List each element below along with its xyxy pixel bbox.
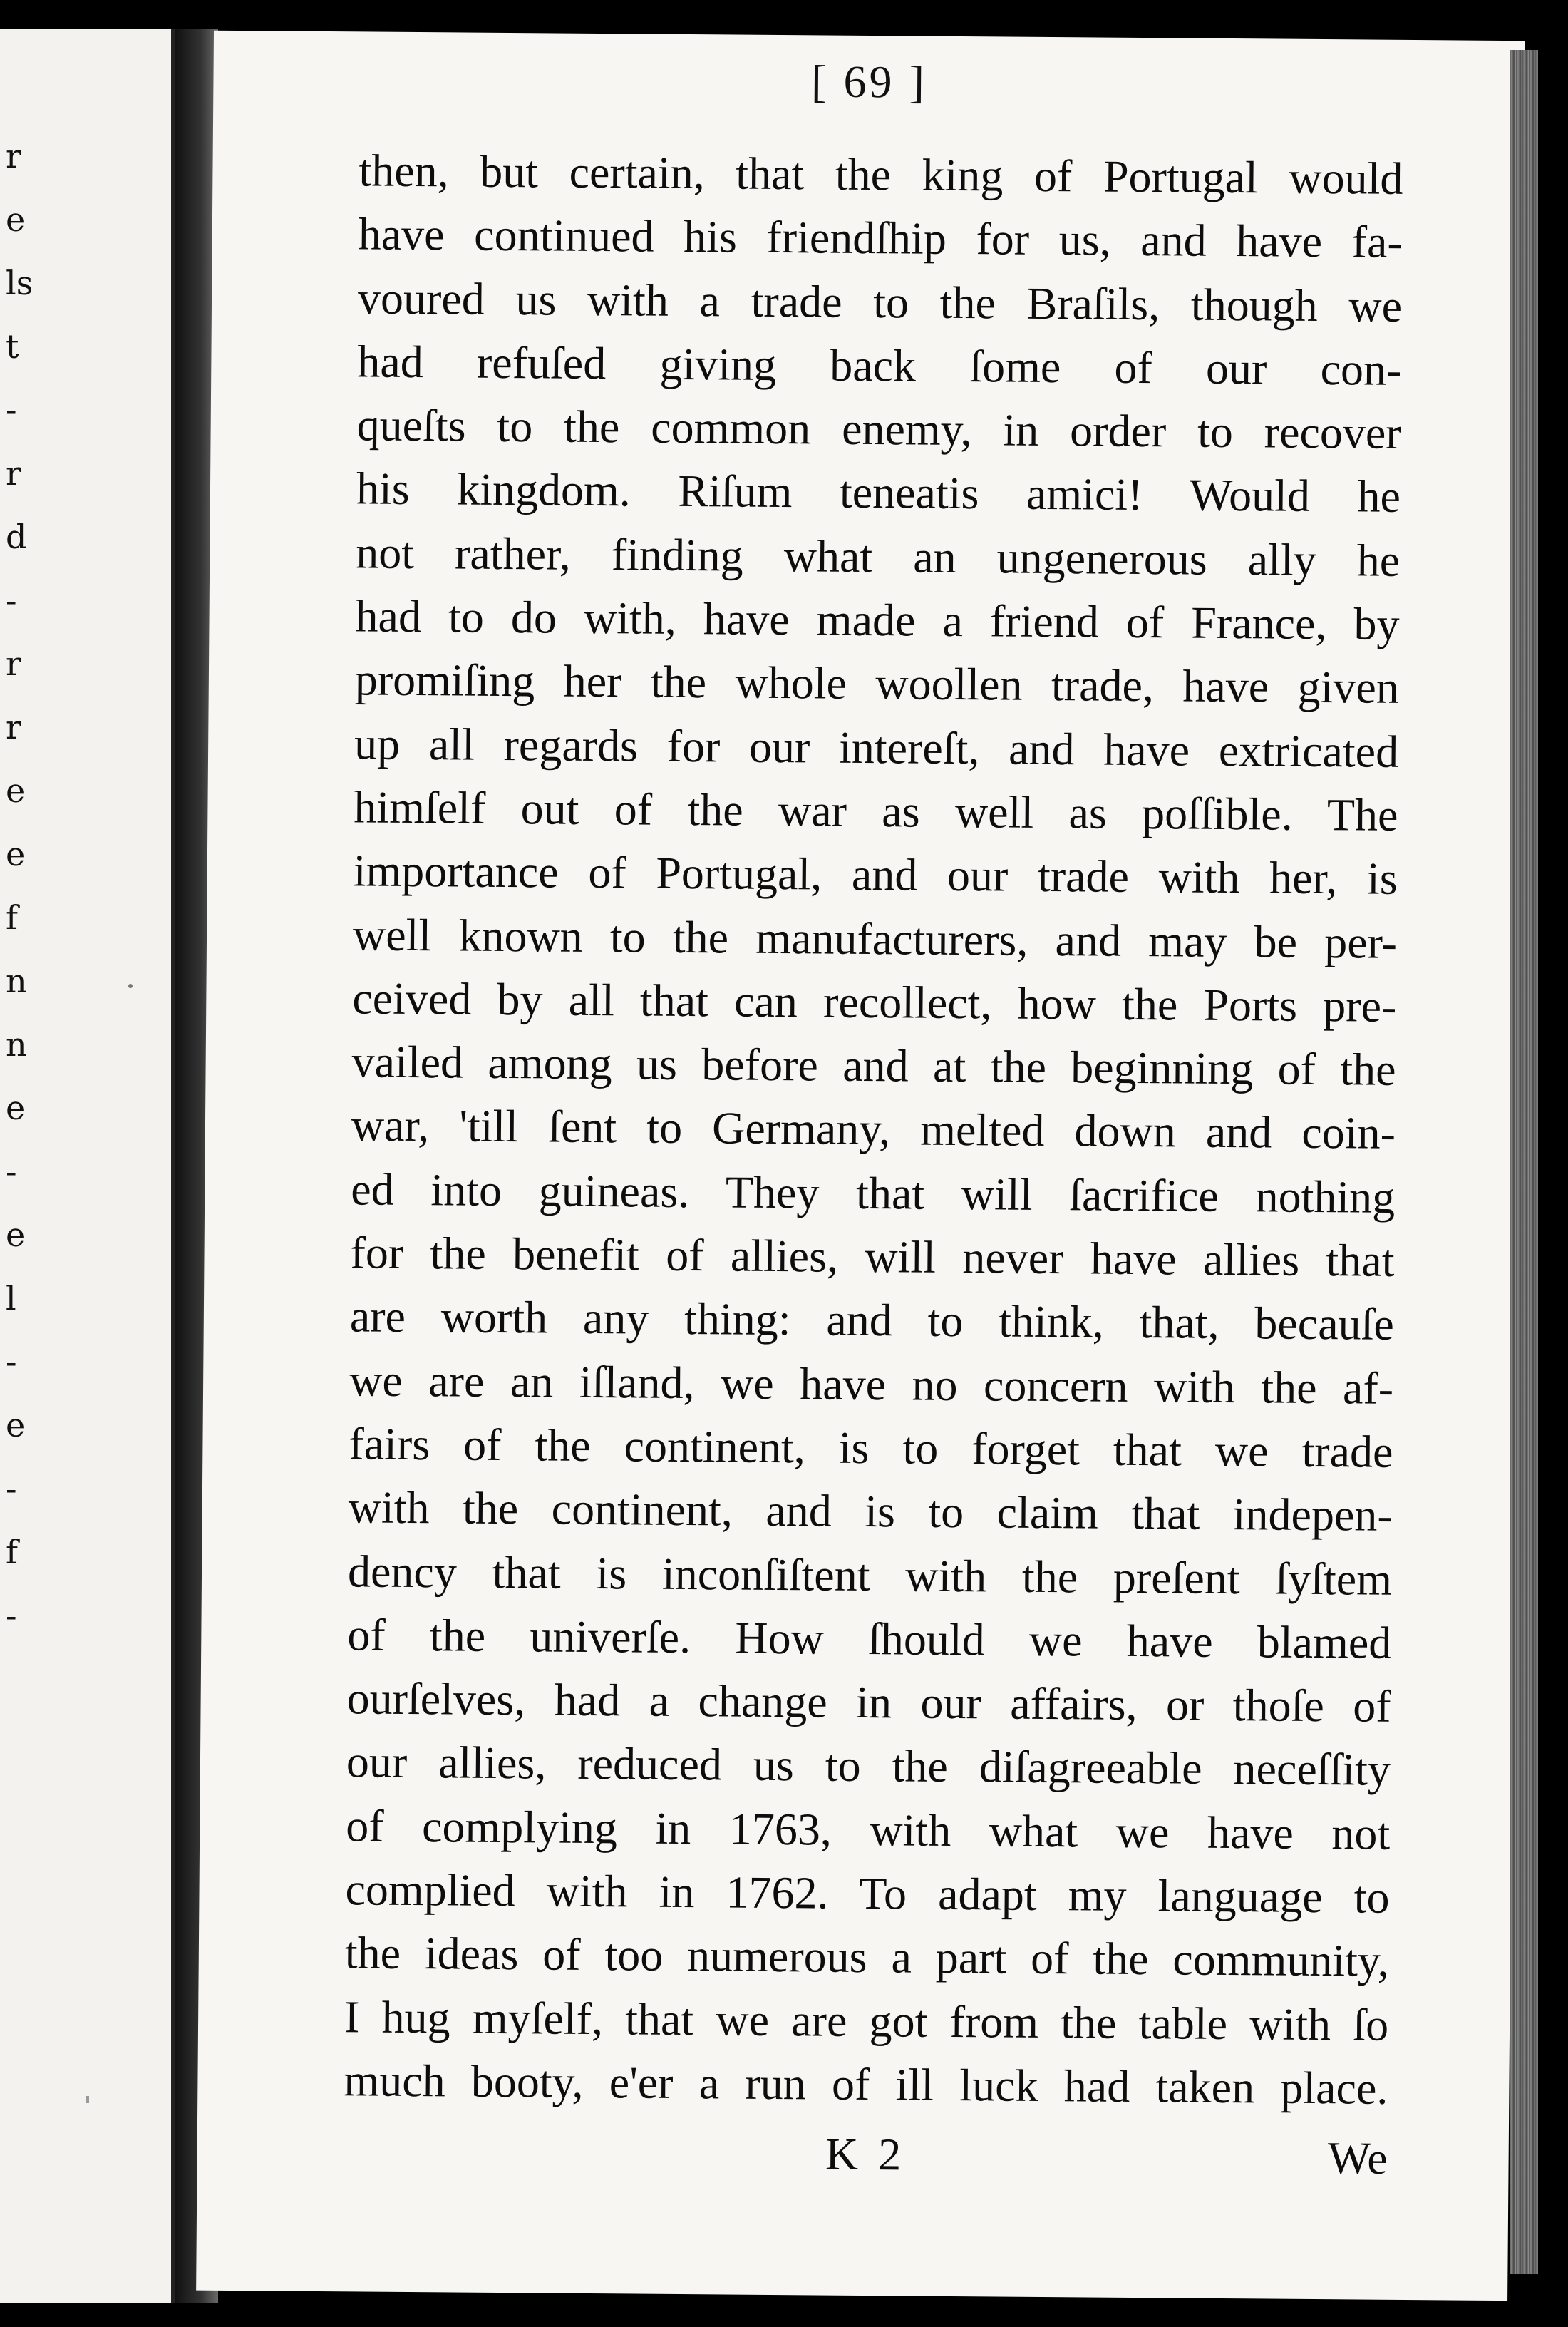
text-line: importance of Portugal, and our trade with her, is [353, 845, 1398, 905]
text-line: himſelf out of the war as well as poſſible. The [354, 781, 1398, 841]
text-line: of complying in 1763, with what we have not [345, 1800, 1391, 1859]
text-line: dency that is inconſiſtent with the preſent ſyſtem [347, 1545, 1393, 1605]
book-page [196, 31, 1525, 2301]
previous-page-fragment-text: e [6, 771, 26, 810]
page-number: [ 69 ] [810, 56, 928, 108]
text-line: his kingdom. Riſum teneatis amici! Would he [356, 463, 1401, 523]
previous-page-fragment-text: e [6, 200, 26, 239]
previous-page-fragment-text: - [6, 1152, 17, 1191]
previous-page-fragment-text: r [6, 644, 21, 683]
text-line: with the continent, and is to claim that indepen- [348, 1481, 1393, 1541]
previous-page-fragment-text: - [6, 581, 17, 620]
text-line: the ideas of too numerous a part of the community, [344, 1927, 1390, 1987]
text-line: voured us with a trade to the Braſils, though we [357, 272, 1403, 332]
text-line: fairs of the continent, is to forget that we trade [349, 1418, 1393, 1477]
text-line: vailed among us before and at the beginning of the [351, 1036, 1396, 1096]
body-text [344, 138, 1403, 2120]
page-footer [343, 2124, 1388, 2197]
text-line: complied with in 1762. To adapt my language to [345, 1864, 1390, 1923]
previous-page-fragment-text: t [6, 327, 19, 366]
scan-speck [86, 2096, 89, 2103]
previous-page-fragment-text: r [6, 137, 21, 175]
previous-page-fragment-text: e [6, 1216, 26, 1254]
previous-page-fragment-text: f [6, 1533, 19, 1571]
signature-mark: K 2 [825, 2128, 906, 2180]
text-line: had to do with, have made a friend of France, by [355, 590, 1400, 649]
previous-page-fragment-text: l [6, 1279, 16, 1317]
previous-page-fragment-text: e [6, 835, 26, 873]
text-line: we are an iſland, we have no concern with the af- [349, 1354, 1394, 1414]
text-line: ourſelves, had a change in our affairs, or thoſe of [346, 1673, 1391, 1732]
text-line: well known to the manufacturers, and may be per- [352, 908, 1398, 968]
text-line: our allies, reduced us to the diſagreeable neceſſity [346, 1736, 1391, 1796]
previous-page-fragment-text: r [6, 708, 21, 746]
text-line: promiſing her the whole woollen trade, have given [354, 654, 1400, 714]
previous-page-fragment-text: - [6, 1596, 17, 1635]
page-edge-stack [1510, 50, 1538, 2274]
text-line: war, 'till ſent to Germany, melted down and coin- [351, 1099, 1396, 1159]
previous-page-fragment-text: d [6, 518, 27, 556]
previous-page-fragment-text: - [6, 391, 17, 429]
text-line: of the univerſe. How ſhould we have blamed [347, 1609, 1392, 1668]
text-line: then, but certain, that the king of Portugal would [359, 145, 1403, 204]
text-line: had refuſed giving back ſome of our con- [357, 336, 1402, 395]
text-line: ceived by all that can recollect, how the Ports pre- [352, 972, 1397, 1032]
previous-page-fragment-text: ls [6, 264, 33, 302]
text-line: not rather, finding what an ungenerous ally he [356, 527, 1401, 586]
previous-page-fragment-text: - [6, 1469, 17, 1508]
previous-page-line-endings [6, 125, 33, 1648]
catchword: We [1327, 2132, 1388, 2184]
text-line: up all regards for our intereſt, and have extricated [354, 718, 1399, 777]
text-line: for the benefit of allies, will never have allies that [350, 1227, 1395, 1286]
text-line: ed into guineas. They that will ſacrifice nothing [350, 1164, 1396, 1223]
previous-page-fragment-text: n [6, 1025, 27, 1064]
previous-page-fragment-text: - [6, 1342, 17, 1381]
previous-page-fragment [0, 29, 175, 2303]
text-line: queſts to the common enemy, in order to recover [356, 399, 1401, 459]
previous-page-fragment-text: f [6, 898, 19, 937]
text-line: I hug myſelf, that we are got from the table with ſo [344, 1990, 1389, 2050]
previous-page-fragment-text: n [6, 962, 27, 1000]
previous-page-fragment-text: e [6, 1089, 26, 1127]
previous-page-fragment-text: e [6, 1406, 26, 1444]
text-line: are worth any thing: and to think, that, becauſe [349, 1290, 1395, 1350]
text-line: much booty, e'er a run of ill luck had taken place. [344, 2055, 1388, 2114]
text-line: have continued his friendſhip for us, and have fa- [358, 208, 1403, 268]
scan-speck [128, 984, 133, 988]
previous-page-fragment-text: r [6, 454, 21, 493]
